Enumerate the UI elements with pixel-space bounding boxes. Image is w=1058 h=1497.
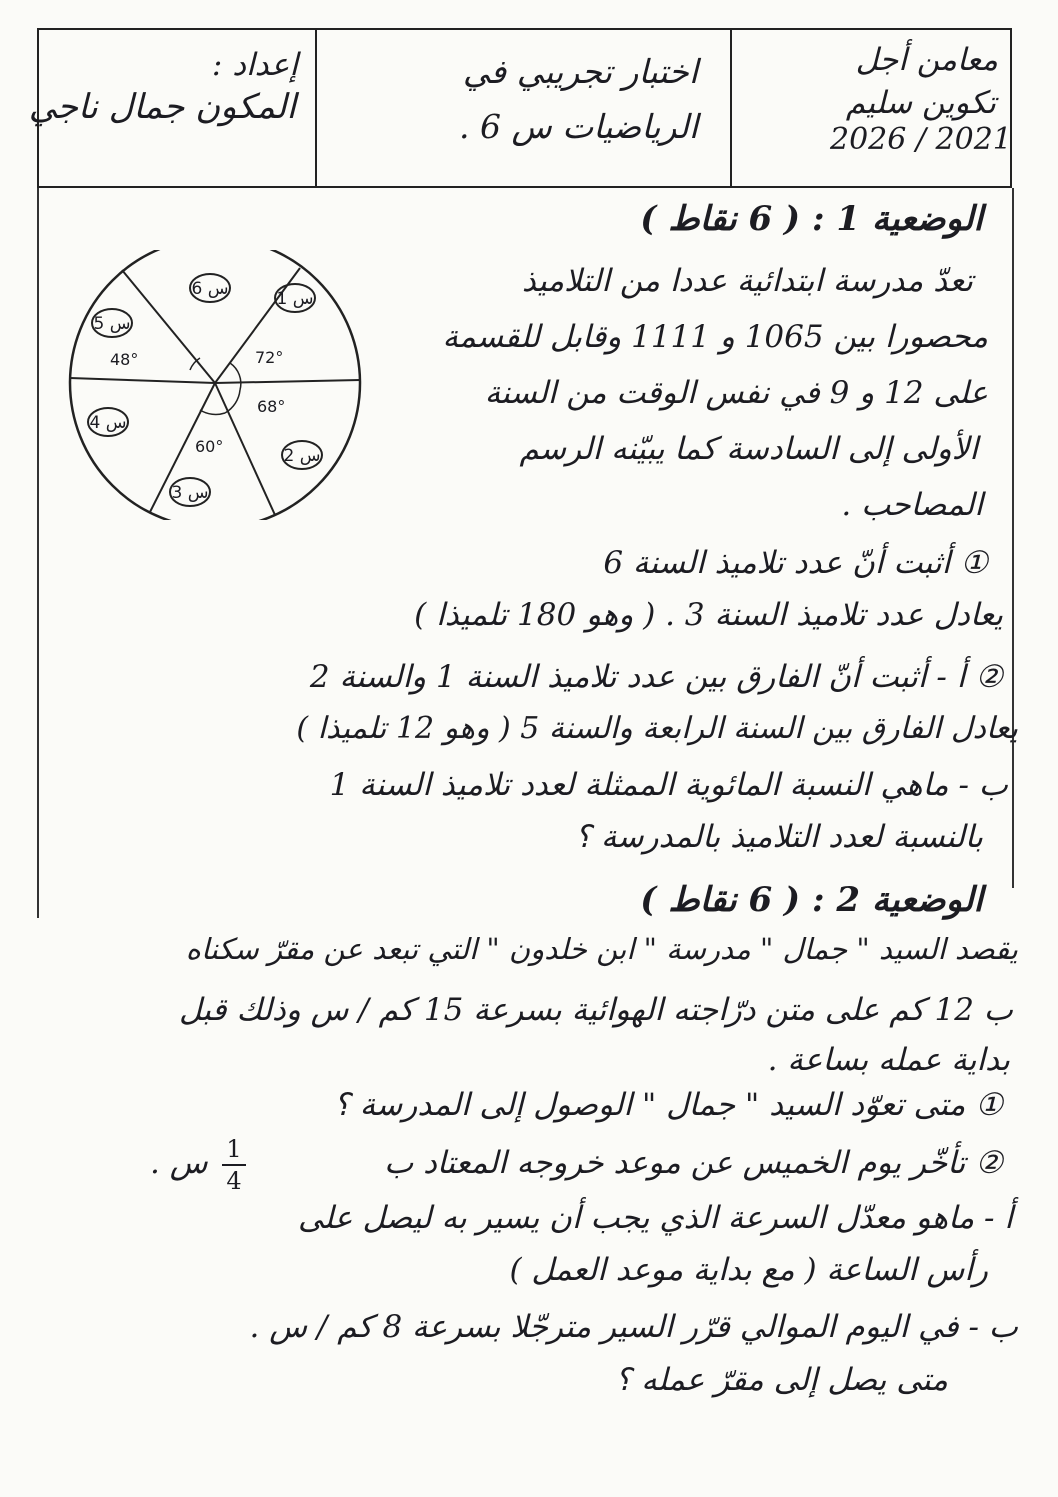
situation-1-question-2b: ب - ماهي النسبة المائوية الممثلة لعدد تلاميذ السنة 1 [329,767,1008,803]
situation-2-text-line: ب 12 كم على متن درّاجته الهوائية بسرعة 15 كم / س وذلك قبل [178,992,1013,1028]
angle-label-60: 60° [195,437,224,456]
header-divider [315,28,317,188]
sector-label-3: س 3 [171,483,209,503]
angle-label-72: 72° [255,348,284,367]
situation-1-question-2a: ② أ - أثبت أنّ الفارق بين عدد تلاميذ السنة 1 والسنة 2 [309,659,1003,695]
sector-label-5: س 5 [93,314,131,334]
situation-1-question-1: ① أثبت أنّ عدد تلاميذ السنة 6 [603,545,988,581]
angle-label-48: 48° [110,350,139,369]
author-label: إعداد : [211,47,298,83]
grade-distribution-wheel [60,250,370,520]
situation-1-text-line: محصورا بين 1065 و 1111 وقابل للقسمة [442,319,988,355]
school-year: 2026 / 2021 [830,122,1012,157]
situation-2-question-2a: رأس الساعة ( مع بداية موعد العمل ) [509,1252,988,1288]
situation-2-text-line: يقصد السيد " جمال " مدرسة " ابن خلدون " التي تبعد عن مقرّ سكناه [185,932,1018,966]
situation-1-question-2b: بالنسبة لعدد التلاميذ بالمدرسة ؟ [574,819,983,855]
sector-label-1: س 1 [276,289,314,309]
situation-1-text-line: الأولى إلى السادسة كما يبيّنه الرسم [519,431,978,467]
exam-title-line-2: الرياضيات س 6 . [458,107,698,146]
page-border-right [1012,188,1014,888]
angle-arc [230,363,241,390]
situation-2-question-2: ② تأخّر يوم الخميس عن موعد خروجه المعتاد ب [384,1145,1003,1181]
situation-1-question-2a: يعادل الفارق بين السنة الرابعة والسنة 5 ( وهو 12 تلميذا ) [296,711,1018,746]
school-line-1: معامن أجل [855,42,998,78]
situation-2-title: الوضعية 2 : ( 6 نقاط ) [640,880,983,920]
situation-2-text-line: بداية عمله بساعة . [767,1042,1010,1078]
angle-arc [200,410,225,414]
header-divider [730,28,732,188]
situation-2-question-2b: ب - في اليوم الموالي قرّر السير مترجّلا بسرعة 8 كم / س . [249,1309,1018,1345]
situation-1-text-line: على 12 و 9 في نفس الوقت من السنة [484,375,988,411]
fraction-unit: س . [150,1145,208,1181]
author-name: المكون جمال ناجي [28,87,296,127]
situation-1-text-line: تعدّ مدرسة ابتدائية عددا من التلاميذ [521,263,973,299]
wheel-radius [215,380,360,383]
wheel-radius [70,378,215,383]
fraction-denominator: 4 [226,1167,242,1195]
situation-2-question-1: ① متى تعوّد السيد " جمال " الوصول إلى المدرسة ؟ [333,1087,1003,1123]
situation-1-text-line: المصاحب . [841,487,983,523]
situation-2-question-2a: أ - ماهو معدّل السرعة الذي يجب أن يسير به ليصل على [298,1200,1013,1236]
sector-label-6: س 6 [191,279,229,299]
situation-1-question-1: يعادل عدد تلاميذ السنة 3 . ( وهو 180 تلميذا ) [414,597,1003,633]
sector-label-4: س 4 [89,413,127,433]
fraction-quarter [222,1135,246,1195]
fraction-numerator: 1 [226,1135,242,1163]
situation-1-title: الوضعية 1 : ( 6 نقاط ) [640,199,983,239]
school-line-2: تكوين سليم [845,85,996,121]
situation-2-question-2b: متى يصل إلى مقرّ عمله ؟ [614,1362,948,1398]
angle-label-68: 68° [257,397,286,416]
sector-label-2: س 2 [283,446,321,466]
exam-title-line-1: اختبار تجريبي في [462,52,698,91]
page-border-left [37,188,39,918]
